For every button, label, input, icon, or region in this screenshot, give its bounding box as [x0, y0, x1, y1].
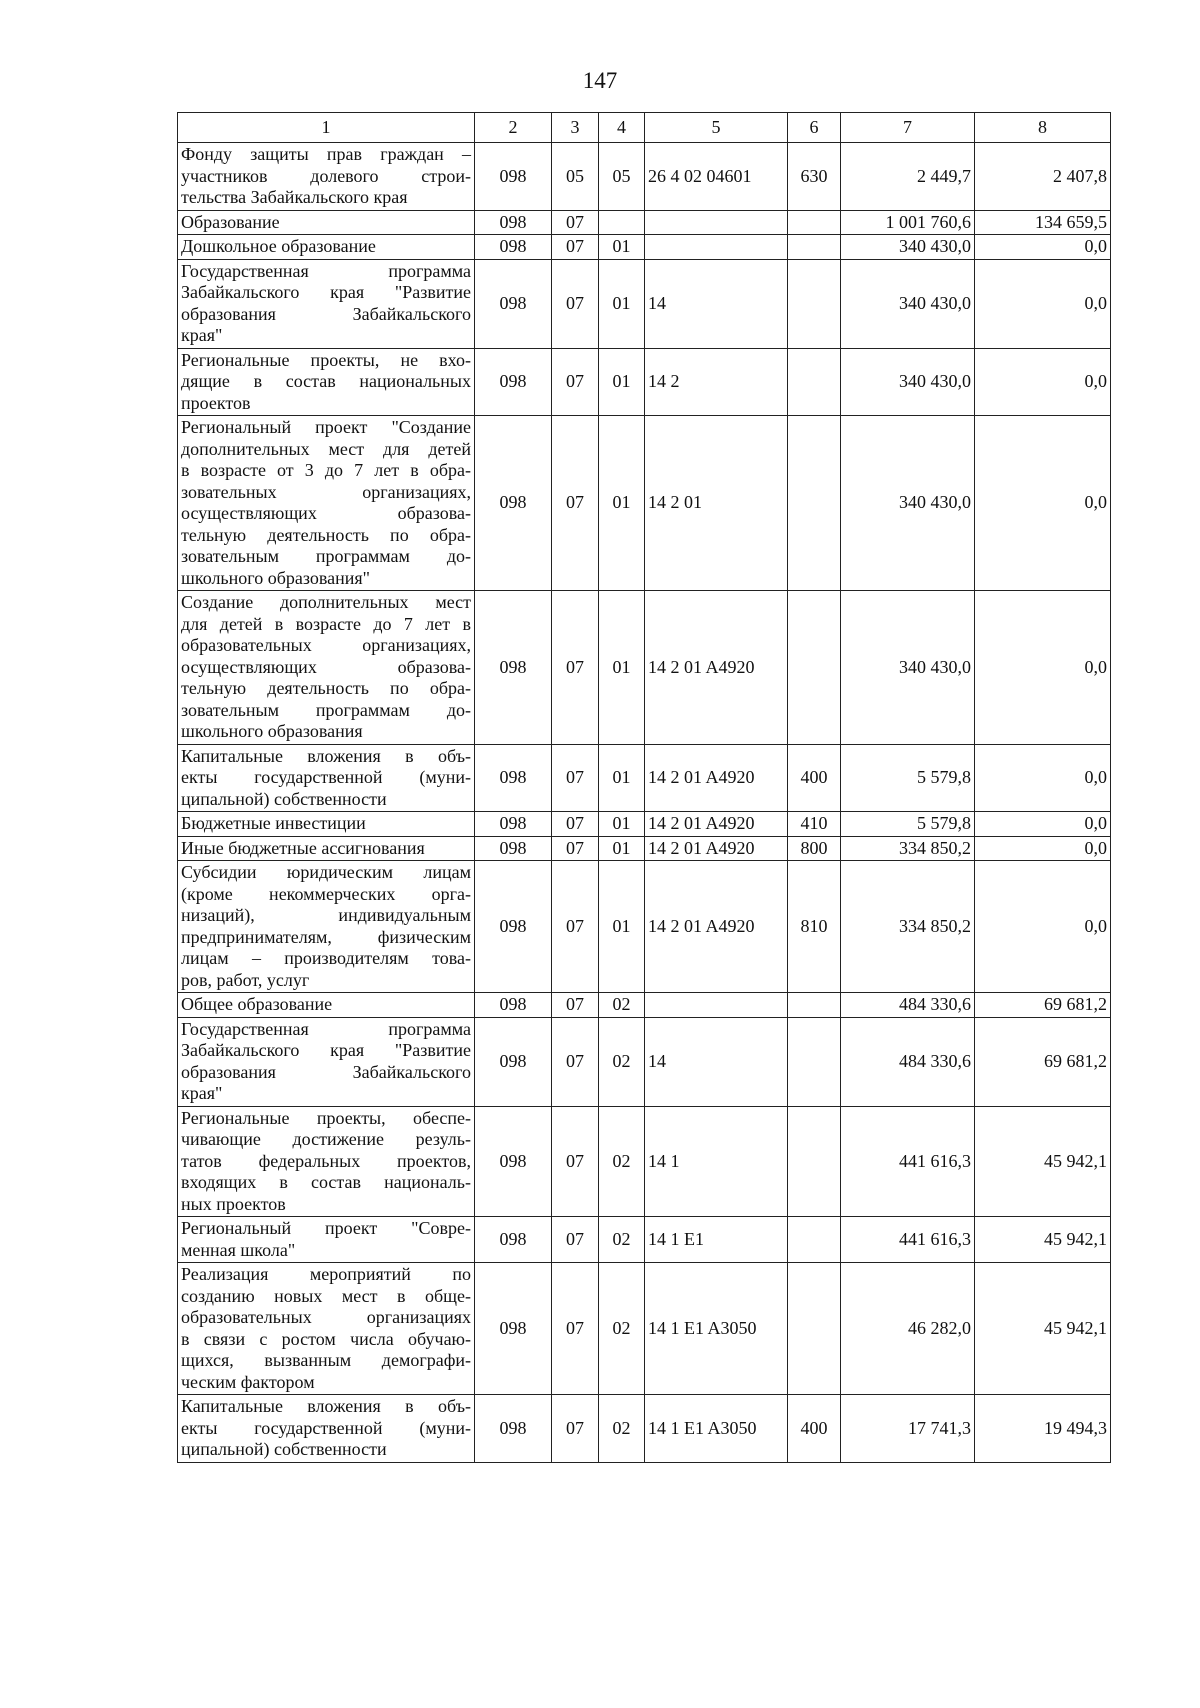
cell-subsection: 01 — [599, 861, 645, 993]
cell-name-line: участников долевого строи- — [181, 165, 471, 186]
cell-name — [178, 836, 475, 861]
table-row — [178, 1395, 1111, 1463]
cell-section: 05 — [552, 143, 599, 211]
cell-chapter: 098 — [475, 1017, 552, 1106]
cell-target-article: 14 2 — [645, 348, 788, 416]
table-row — [178, 744, 1111, 812]
cell-chapter: 098 — [475, 1217, 552, 1263]
cell-chapter: 098 — [475, 836, 552, 861]
cell-subsection: 02 — [599, 1217, 645, 1263]
cell-amount-year-1: 5 579,8 — [841, 812, 975, 837]
cell-amount-year-1: 441 616,3 — [841, 1106, 975, 1217]
cell-target-article — [645, 993, 788, 1018]
cell-target-article — [645, 235, 788, 260]
cell-name-line: Региональный проект "Создание — [181, 417, 471, 437]
cell-expense-type — [788, 416, 841, 591]
cell-chapter: 098 — [475, 1106, 552, 1217]
cell-name-line: ципальной) собственности — [181, 1439, 387, 1459]
table-row — [178, 235, 1111, 260]
cell-name-line: тельную деятельность по обра- — [181, 678, 471, 698]
cell-section: 07 — [552, 210, 599, 235]
cell-name-line: Забайкальского края "Развитие — [181, 282, 471, 302]
cell-target-article: 14 2 01 A4920 — [645, 812, 788, 837]
cell-amount-year-2: 134 659,5 — [975, 210, 1111, 235]
cell-expense-type — [788, 348, 841, 416]
cell-name-line: зовательных организациях, — [181, 481, 471, 502]
cell-section: 07 — [552, 993, 599, 1018]
cell-target-article: 14 2 01 A4920 — [645, 861, 788, 993]
cell-name-line: входящих в состав националь- — [181, 1172, 471, 1192]
cell-amount-year-1: 340 430,0 — [841, 235, 975, 260]
column-header: 1 — [178, 113, 475, 143]
cell-name — [178, 235, 475, 260]
cell-expense-type: 810 — [788, 861, 841, 993]
cell-name-line: менная школа" — [181, 1239, 296, 1260]
cell-expense-type: 400 — [788, 744, 841, 812]
column-header: 2 — [475, 113, 552, 143]
cell-subsection: 01 — [599, 836, 645, 861]
cell-name-line: проектов — [181, 392, 251, 413]
cell-subsection: 02 — [599, 1395, 645, 1463]
cell-section: 07 — [552, 836, 599, 861]
cell-expense-type — [788, 1263, 841, 1395]
cell-name-line: для детей в возрасте до 7 лет в — [181, 613, 471, 634]
column-header: 6 — [788, 113, 841, 143]
column-header: 5 — [645, 113, 788, 143]
cell-name — [178, 416, 475, 591]
cell-name-line: екты государственной (муни- — [181, 767, 471, 787]
cell-subsection: 01 — [599, 235, 645, 260]
cell-subsection: 01 — [599, 812, 645, 837]
cell-subsection: 02 — [599, 993, 645, 1018]
cell-amount-year-2: 0,0 — [975, 259, 1111, 348]
cell-subsection: 01 — [599, 591, 645, 745]
table-row — [178, 1106, 1111, 1217]
cell-amount-year-2: 0,0 — [975, 235, 1111, 260]
cell-section: 07 — [552, 1263, 599, 1395]
cell-name-line: Создание дополнительных мест — [181, 592, 471, 612]
cell-expense-type — [788, 1217, 841, 1263]
cell-section: 07 — [552, 861, 599, 993]
budget-table — [177, 112, 1111, 1463]
cell-amount-year-1: 484 330,6 — [841, 1017, 975, 1106]
cell-name-line: ров, работ, услуг — [181, 969, 310, 990]
cell-name-line: Общее образование — [181, 994, 333, 1014]
cell-chapter: 098 — [475, 259, 552, 348]
cell-chapter: 098 — [475, 744, 552, 812]
cell-name-line: низаций), индивидуальным — [181, 905, 471, 925]
cell-expense-type: 410 — [788, 812, 841, 837]
cell-section: 07 — [552, 812, 599, 837]
cell-name-line: Капитальные вложения в объ- — [181, 745, 471, 766]
cell-name-line: созданию новых мест в обще- — [181, 1285, 471, 1306]
cell-amount-year-2: 0,0 — [975, 812, 1111, 837]
column-header: 7 — [841, 113, 975, 143]
cell-section: 07 — [552, 348, 599, 416]
cell-amount-year-1: 484 330,6 — [841, 993, 975, 1018]
cell-expense-type — [788, 259, 841, 348]
cell-subsection: 02 — [599, 1106, 645, 1217]
cell-chapter: 098 — [475, 1263, 552, 1395]
cell-name-line: в возрасте от 3 до 7 лет в обра- — [181, 460, 471, 480]
table-row — [178, 259, 1111, 348]
cell-target-article: 14 — [645, 1017, 788, 1106]
cell-name-line: дящие в состав национальных — [181, 371, 471, 391]
cell-amount-year-2: 0,0 — [975, 591, 1111, 745]
cell-name — [178, 1217, 475, 1263]
cell-name-line: в связи с ростом числа обучаю- — [181, 1328, 471, 1349]
cell-amount-year-1: 1 001 760,6 — [841, 210, 975, 235]
column-header: 3 — [552, 113, 599, 143]
cell-target-article: 26 4 02 04601 — [645, 143, 788, 211]
table-row — [178, 591, 1111, 745]
cell-section: 07 — [552, 1217, 599, 1263]
cell-chapter: 098 — [475, 993, 552, 1018]
table-row — [178, 416, 1111, 591]
cell-name-line: Государственная программа — [181, 260, 471, 281]
cell-subsection — [599, 210, 645, 235]
cell-amount-year-1: 334 850,2 — [841, 836, 975, 861]
table-row — [178, 348, 1111, 416]
cell-target-article — [645, 210, 788, 235]
cell-name-line: зовательным программам до- — [181, 546, 471, 566]
cell-expense-type — [788, 993, 841, 1018]
cell-name-line: Субсидии юридическим лицам — [181, 862, 471, 882]
cell-amount-year-2: 69 681,2 — [975, 993, 1111, 1018]
cell-amount-year-1: 17 741,3 — [841, 1395, 975, 1463]
cell-name-line: Забайкальского края "Развитие — [181, 1040, 471, 1060]
cell-section: 07 — [552, 235, 599, 260]
cell-target-article: 14 2 01 A4920 — [645, 836, 788, 861]
cell-name — [178, 143, 475, 211]
cell-amount-year-2: 45 942,1 — [975, 1263, 1111, 1395]
cell-target-article: 14 1 E1 A3050 — [645, 1263, 788, 1395]
cell-section: 07 — [552, 1395, 599, 1463]
cell-amount-year-2: 19 494,3 — [975, 1395, 1111, 1463]
cell-name-line: Государственная программа — [181, 1018, 471, 1039]
cell-name-line: ных проектов — [181, 1193, 286, 1214]
table-row — [178, 1017, 1111, 1106]
cell-amount-year-1: 340 430,0 — [841, 348, 975, 416]
cell-amount-year-1: 340 430,0 — [841, 259, 975, 348]
cell-section: 07 — [552, 416, 599, 591]
cell-amount-year-1: 340 430,0 — [841, 416, 975, 591]
cell-subsection: 05 — [599, 143, 645, 211]
cell-name-line: Иные бюджетные ассигнования — [181, 837, 425, 858]
cell-name-line: екты государственной (муни- — [181, 1417, 471, 1438]
cell-amount-year-1: 334 850,2 — [841, 861, 975, 993]
cell-chapter: 098 — [475, 210, 552, 235]
cell-name-line: школьного образования — [181, 721, 363, 741]
cell-name-line: Капитальные вложения в объ- — [181, 1396, 471, 1416]
cell-chapter: 098 — [475, 416, 552, 591]
cell-amount-year-2: 45 942,1 — [975, 1106, 1111, 1217]
cell-subsection: 02 — [599, 1263, 645, 1395]
cell-subsection: 01 — [599, 259, 645, 348]
header-row — [178, 113, 1111, 143]
cell-name — [178, 259, 475, 348]
cell-name — [178, 1017, 475, 1106]
cell-expense-type — [788, 1017, 841, 1106]
cell-name-line: предпринимателям, физическим — [181, 926, 471, 947]
cell-section: 07 — [552, 591, 599, 745]
table-row — [178, 1263, 1111, 1395]
cell-amount-year-1: 340 430,0 — [841, 591, 975, 745]
cell-expense-type: 630 — [788, 143, 841, 211]
cell-name-line: тельства Забайкальского края — [181, 187, 408, 207]
cell-name — [178, 861, 475, 993]
cell-name-line: Региональные проекты, не вхо- — [181, 349, 471, 370]
cell-expense-type: 400 — [788, 1395, 841, 1463]
cell-target-article: 14 — [645, 259, 788, 348]
cell-chapter: 098 — [475, 235, 552, 260]
cell-target-article: 14 1 E1 — [645, 1217, 788, 1263]
cell-subsection: 01 — [599, 416, 645, 591]
cell-amount-year-1: 2 449,7 — [841, 143, 975, 211]
cell-chapter: 098 — [475, 812, 552, 837]
cell-name — [178, 812, 475, 837]
cell-amount-year-1: 5 579,8 — [841, 744, 975, 812]
cell-name-line: края" — [181, 1083, 223, 1103]
cell-section: 07 — [552, 1017, 599, 1106]
cell-amount-year-2: 2 407,8 — [975, 143, 1111, 211]
cell-name-line: татов федеральных проектов, — [181, 1150, 471, 1171]
cell-amount-year-2: 0,0 — [975, 836, 1111, 861]
cell-name-line: зовательным программам до- — [181, 699, 471, 720]
cell-name — [178, 744, 475, 812]
cell-chapter: 098 — [475, 861, 552, 993]
cell-amount-year-1: 46 282,0 — [841, 1263, 975, 1395]
cell-expense-type — [788, 591, 841, 745]
cell-name-line: Региональные проекты, обеспе- — [181, 1107, 471, 1128]
cell-name — [178, 993, 475, 1018]
table-row — [178, 993, 1111, 1018]
cell-amount-year-2: 0,0 — [975, 416, 1111, 591]
cell-amount-year-2: 0,0 — [975, 744, 1111, 812]
cell-expense-type — [788, 1106, 841, 1217]
cell-amount-year-2: 0,0 — [975, 861, 1111, 993]
cell-name — [178, 210, 475, 235]
cell-name — [178, 348, 475, 416]
cell-name-line: (кроме некоммерческих орга- — [181, 883, 471, 904]
cell-name-line: тельную деятельность по обра- — [181, 524, 471, 545]
cell-name-line: дополнительных мест для детей — [181, 438, 471, 459]
cell-name-line: Образование — [181, 211, 280, 232]
table-row — [178, 836, 1111, 861]
cell-chapter: 098 — [475, 143, 552, 211]
cell-name-line: осуществляющих образова- — [181, 656, 471, 677]
cell-name-line: лицам – производителям това- — [181, 948, 471, 968]
table-row — [178, 861, 1111, 993]
cell-expense-type — [788, 235, 841, 260]
cell-target-article: 14 1 E1 A3050 — [645, 1395, 788, 1463]
table-row — [178, 210, 1111, 235]
cell-name — [178, 1395, 475, 1463]
cell-name-line: школьного образования" — [181, 567, 371, 588]
column-header: 8 — [975, 113, 1111, 143]
cell-name — [178, 591, 475, 745]
cell-amount-year-2: 45 942,1 — [975, 1217, 1111, 1263]
cell-name — [178, 1106, 475, 1217]
cell-section: 07 — [552, 259, 599, 348]
table-row — [178, 812, 1111, 837]
cell-name-line: образовательных организациях — [181, 1307, 471, 1327]
cell-target-article: 14 2 01 — [645, 416, 788, 591]
cell-name-line: Региональный проект "Совре- — [181, 1218, 471, 1238]
cell-amount-year-1: 441 616,3 — [841, 1217, 975, 1263]
cell-name — [178, 1263, 475, 1395]
table-row — [178, 143, 1111, 211]
cell-target-article: 14 2 01 A4920 — [645, 744, 788, 812]
cell-name-line: осуществляющих образова- — [181, 503, 471, 523]
cell-subsection: 01 — [599, 744, 645, 812]
cell-name-line: Фонду защиты прав граждан – — [181, 144, 471, 164]
column-header: 4 — [599, 113, 645, 143]
cell-expense-type — [788, 210, 841, 235]
cell-name-line: Реализация мероприятий по — [181, 1264, 471, 1284]
cell-target-article: 14 1 — [645, 1106, 788, 1217]
cell-name-line: края" — [181, 325, 223, 345]
cell-amount-year-2: 69 681,2 — [975, 1017, 1111, 1106]
cell-chapter: 098 — [475, 348, 552, 416]
cell-section: 07 — [552, 744, 599, 812]
cell-name-line: щихся, вызванным демографи- — [181, 1350, 471, 1370]
cell-name-line: Дошкольное образование — [181, 236, 376, 256]
page-number: 147 — [582, 68, 618, 93]
cell-chapter: 098 — [475, 591, 552, 745]
cell-section: 07 — [552, 1106, 599, 1217]
cell-name-line: чивающие достижение резуль- — [181, 1129, 471, 1149]
cell-name-line: Бюджетные инвестиции — [181, 813, 366, 833]
cell-chapter: 098 — [475, 1395, 552, 1463]
cell-subsection: 01 — [599, 348, 645, 416]
cell-amount-year-2: 0,0 — [975, 348, 1111, 416]
cell-name-line: ципальной) собственности — [181, 788, 387, 809]
cell-name-line: образования Забайкальского — [181, 1061, 471, 1082]
table-row — [178, 1217, 1111, 1263]
cell-name-line: образования Забайкальского — [181, 303, 471, 324]
cell-expense-type: 800 — [788, 836, 841, 861]
table-body — [178, 143, 1111, 1463]
cell-target-article: 14 2 01 A4920 — [645, 591, 788, 745]
cell-name-line: ческим фактором — [181, 1371, 315, 1392]
cell-subsection: 02 — [599, 1017, 645, 1106]
cell-name-line: образовательных организациях, — [181, 635, 471, 655]
